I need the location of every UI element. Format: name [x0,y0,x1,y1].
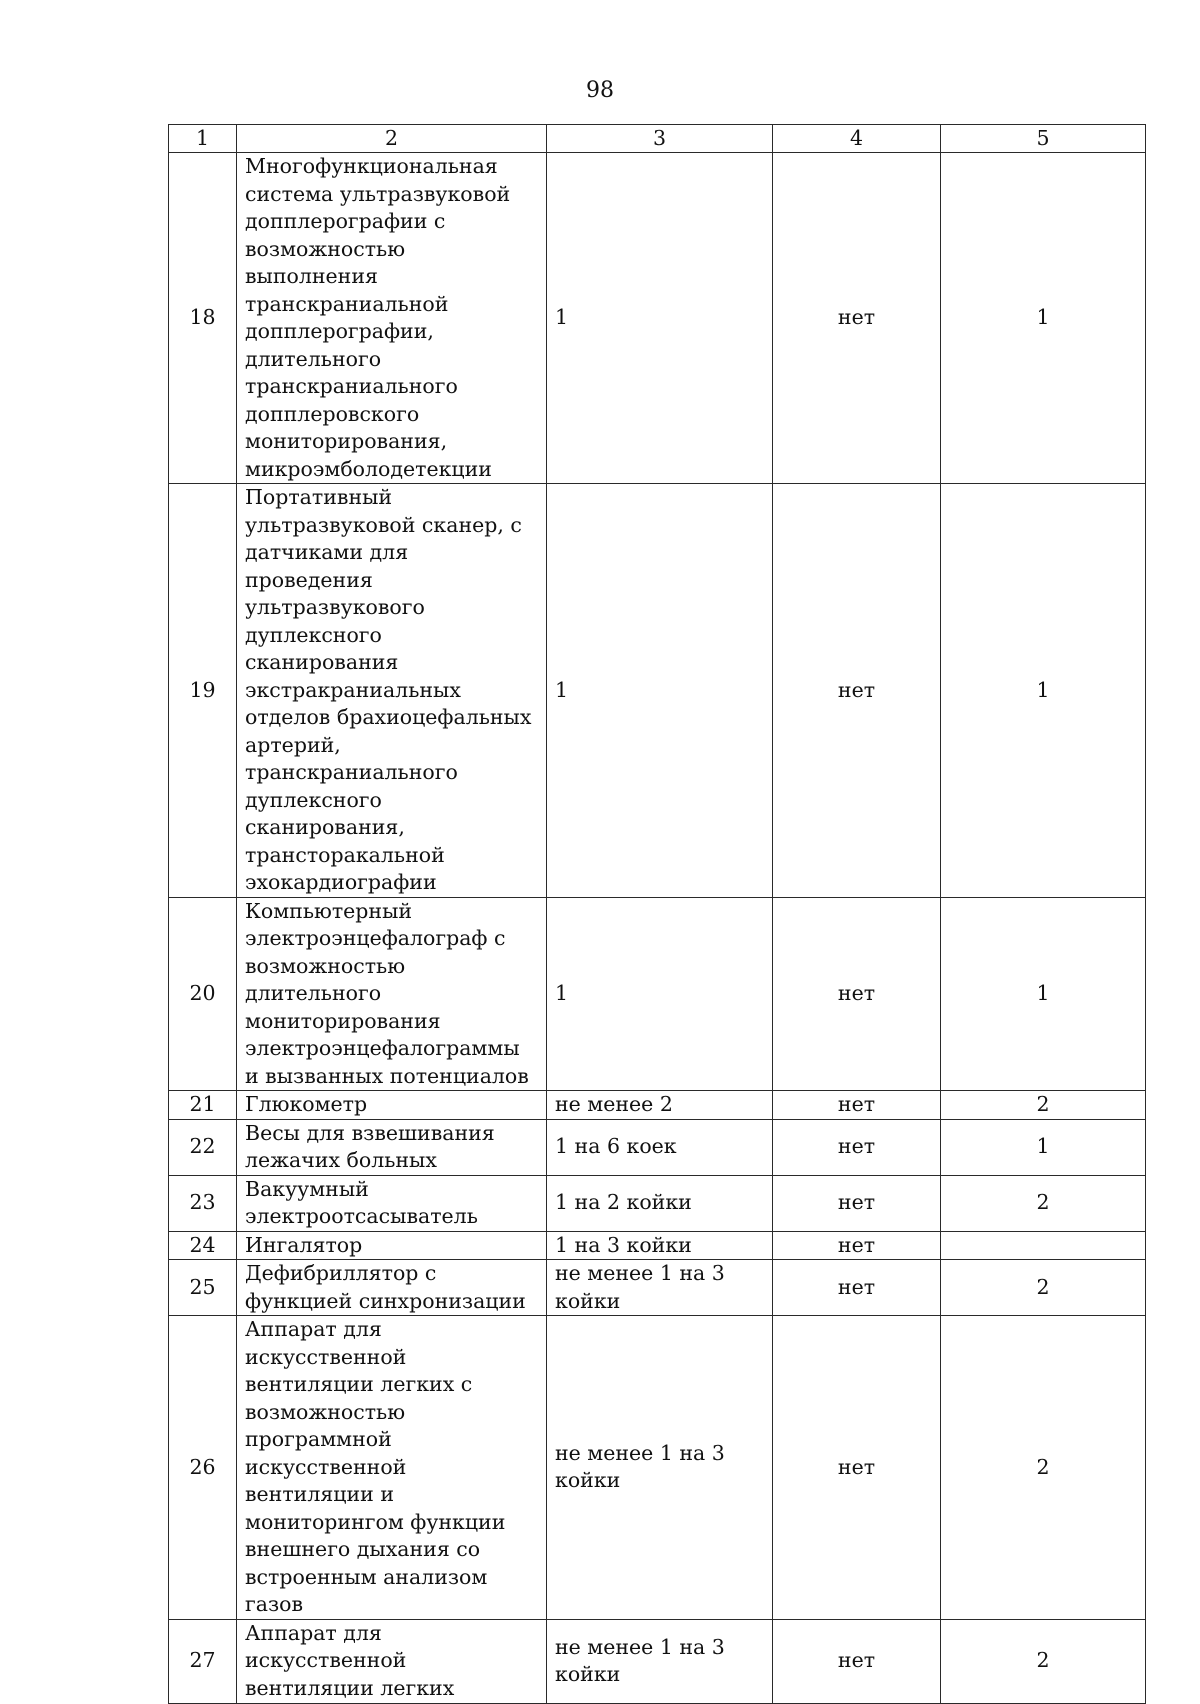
header-cell: 1 [169,125,237,153]
column-4-value: нет [773,1231,941,1260]
table-row [169,1119,1146,1175]
row-number: 19 [169,484,237,898]
row-number: 21 [169,1091,237,1120]
required-quantity: не менее 1 на 3 койки [547,1619,773,1703]
column-5-value: 1 [941,897,1146,1091]
equipment-name: Портативный ультразвуковой сканер, с датчиками для проведения ультразвукового дуплексного сканирования экстракраниальных отделов брахиоцефальных артерий, транскраниального дуплексного сканирования, трансторакальной эхокардиографии [237,484,547,898]
equipment-name: Аппарат для искусственной вентиляции легких [237,1619,547,1703]
required-quantity: 1 на 6 коек [547,1119,773,1175]
row-number: 20 [169,897,237,1091]
table-row [169,1316,1146,1620]
column-4-value: нет [773,1316,941,1620]
table-row [169,1175,1146,1231]
required-quantity: 1 на 3 койки [547,1231,773,1260]
required-quantity: 1 [547,484,773,898]
column-5-value: 2 [941,1619,1146,1703]
required-quantity: не менее 1 на 3 койки [547,1316,773,1620]
column-5-value: 1 [941,1119,1146,1175]
column-4-value: нет [773,153,941,484]
header-cell: 2 [237,125,547,153]
row-number: 27 [169,1619,237,1703]
column-4-value: нет [773,1175,941,1231]
column-5-value: 2 [941,1175,1146,1231]
table-row [169,1260,1146,1316]
table-row [169,153,1146,484]
column-4-value: нет [773,1091,941,1120]
required-quantity: 1 [547,897,773,1091]
table-header-row [169,125,1146,153]
column-4-value: нет [773,1119,941,1175]
equipment-name: Многофункциональная система ультразвуковой допплерографии с возможностью выполнения транскраниальной допплерографии, длительного транскраниального допплеровского мониторирования, микроэмболодетекции [237,153,547,484]
column-5-value: 2 [941,1316,1146,1620]
row-number: 24 [169,1231,237,1260]
equipment-name: Глюкометр [237,1091,547,1120]
table-row [169,1091,1146,1120]
equipment-name: Аппарат для искусственной вентиляции легких с возможностью программной искусственной вентиляции и мониторингом функции внешнего дыхания со встроенным анализом газов [237,1316,547,1620]
column-5-value [941,1231,1146,1260]
table-row [169,897,1146,1091]
column-5-value: 1 [941,153,1146,484]
required-quantity: 1 на 2 койки [547,1175,773,1231]
table-row [169,484,1146,898]
equipment-name: Дефибриллятор с функцией синхронизации [237,1260,547,1316]
row-number: 22 [169,1119,237,1175]
row-number: 26 [169,1316,237,1620]
column-5-value: 2 [941,1260,1146,1316]
equipment-name: Компьютерный электроэнцефалограф с возможностью длительного мониторирования электроэнцефалограммы и вызванных потенциалов [237,897,547,1091]
row-number: 18 [169,153,237,484]
equipment-table [168,124,1146,1704]
page-number: 98 [586,78,614,103]
column-4-value: нет [773,897,941,1091]
header-cell: 3 [547,125,773,153]
column-5-value: 2 [941,1091,1146,1120]
column-4-value: нет [773,484,941,898]
column-4-value: нет [773,1619,941,1703]
equipment-name: Вакуумный электроотсасыватель [237,1175,547,1231]
required-quantity: 1 [547,153,773,484]
column-4-value: нет [773,1260,941,1316]
header-cell: 4 [773,125,941,153]
column-5-value: 1 [941,484,1146,898]
equipment-name: Весы для взвешивания лежачих больных [237,1119,547,1175]
required-quantity: не менее 2 [547,1091,773,1120]
row-number: 23 [169,1175,237,1231]
row-number: 25 [169,1260,237,1316]
required-quantity: не менее 1 на 3 койки [547,1260,773,1316]
table-row [169,1619,1146,1703]
table-row [169,1231,1146,1260]
equipment-name: Ингалятор [237,1231,547,1260]
header-cell: 5 [941,125,1146,153]
